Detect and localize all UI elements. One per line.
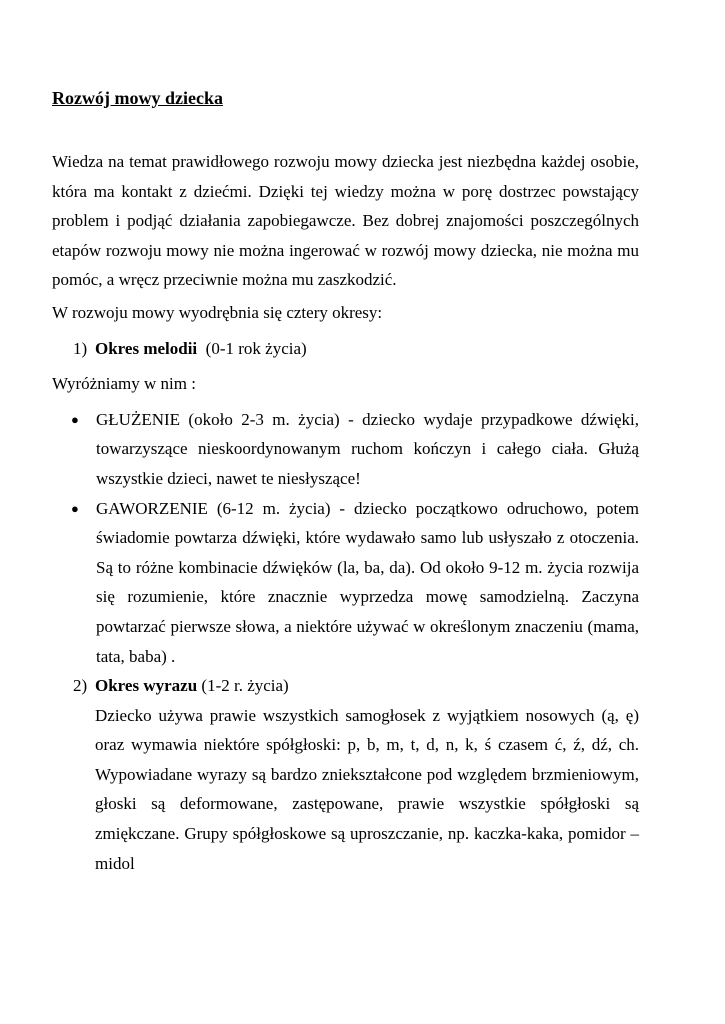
bullet-icon: ● [71,411,79,427]
period-2-range: (1-2 r. życia) [197,676,289,696]
period-1-number: 1) [73,338,88,358]
period-1-bullets [52,405,639,671]
period-2-paragraph [95,701,639,879]
intro-paragraph [52,147,639,295]
bullet-line: Są to różne kombinacie dźwięków (la, ba, da). Od około 9-12 m. życia rozwija [96,557,639,577]
intro-line: Wiedza na temat prawidłowego rozwoju mowy dziecka jest niezbędna każdej [52,152,586,171]
period-1-range: (0-1 rok życia) [197,338,307,358]
bullet-line: się rozumienie, które znacznie wyprzedza mowę samodzielną. Zaczyna [96,587,639,607]
list-item [71,405,639,494]
bullet-line: powtarzać pierwsze słowa, a niektóre używać w określonym znaczeniu (mama, [96,616,639,636]
bullet-line: wszystkie dzieci, nawet te niesłyszące! [96,468,361,488]
period-1-intro: Wyróżniamy w nim : [52,374,196,394]
period-1-heading [73,334,639,364]
period-2-line: głoski są deformowane, zastępowane, prawie wszystkie spółgłoski są [95,794,639,814]
intro-line: dziecka, nie można mu pomóc, a wręcz przeciwnie można mu zaszkodzić. [52,240,640,290]
period-2-line: Wypowiadane wyrazy są bardzo zniekształcone pod względem brzmieniowym, [95,764,639,784]
period-2-line: oraz wymawia niektóre spółgłoski: p, b, m, t, d, n, k, ś czasem ć, ź, dź, ch. [95,735,639,755]
period-1-name: Okres melodii [95,338,198,358]
list-item [71,494,639,672]
bullet-line: GAWORZENIE (6-12 m. życia) - dziecko początkowo odruchowo, potem [96,498,639,518]
bullet-line: świadomie powtarza dźwięki, które wydawało samo lub usłyszało z otoczenia. [96,528,639,548]
period-2-line: Dziecko używa prawie wszystkich samogłosek z wyjątkiem nosowych (ą, ę) [95,705,639,725]
period-2-heading [73,671,639,701]
intro-line: poszczególnych etapów rozwoju mowy nie można ingerować w rozwój mowy [52,211,640,260]
intro-line: powstający problem i podjąć działania zapobiegawcze. Bez dobrej znajomości [52,181,640,231]
period-2-number: 2) [73,676,88,696]
bullet-line: tata, baba) . [96,646,176,666]
bullet-icon: ● [71,500,79,516]
bullet-line: towarzyszące nieskoordynowanym ruchom kończyn i całego ciała. Głużą [96,439,639,459]
document-title: Rozwój mowy dziecka [52,88,223,108]
intro-line: osobie, która ma kontakt z dziećmi. Dzięki tej wiedzy można w porę dostrzec [52,152,640,201]
periods-intro: W rozwoju mowy wyodrębnia się cztery okresy: [52,302,383,322]
period-2-name: Okres wyrazu [95,676,198,696]
period-2-line: zmiękczane. Grupy spółgłoskowe są uproszczanie, np. kaczka-kaka, pomidor – [95,824,639,844]
document-body [52,86,639,878]
period-2-line: midol [95,853,135,873]
bullet-line: GŁUŻENIE (około 2-3 m. życia) - dziecko wydaje przypadkowe dźwięki, [96,409,639,429]
